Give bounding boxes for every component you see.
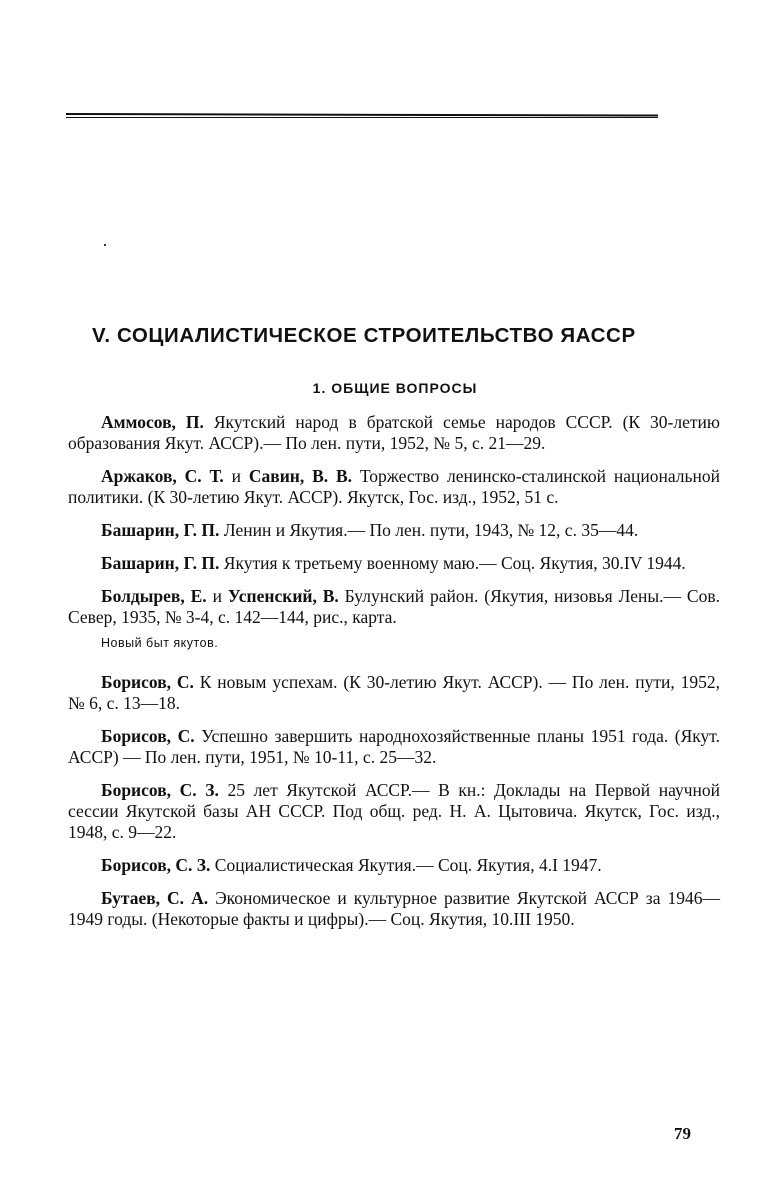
entry-text: Якутский народ в братской семье народов СССР. (К 30-летию образования Якут. АССР).— По лен. пути, 1952, № 5, с. 21—29. <box>68 412 720 453</box>
bibliography-entry <box>68 553 720 574</box>
entry-text: К новым успехам. (К 30-летию Якут. АССР). — По лен. пути, 1952, № 6, с. 13—18. <box>68 672 720 713</box>
entry-text: Якутия к третьему военному маю.— Соц. Якутия, 30.IV 1944. <box>219 553 686 573</box>
entry-author: Аржаков, С. Т. <box>101 466 224 486</box>
entry-author: Болдырев, Е. <box>101 586 207 606</box>
entry-author: Башарин, Г. П. <box>101 520 220 540</box>
entry-coauthor: Савин, В. В. <box>248 466 353 486</box>
entry-connector: и <box>206 586 228 606</box>
page-number: 79 <box>674 1124 691 1143</box>
header-rule-bottom <box>66 117 658 118</box>
entry-text: Социалистическая Якутия.— Соц. Якутия, 4.I 1947. <box>210 855 602 875</box>
entry-text: 25 лет Якутской АССР.— В кн.: Доклады на Первой научной сессии Якутской базы АН СССР. Под общ. ред. Н. А. Цытовича. Якутск, Гос. изд., 1948, с. 9—22. <box>68 780 721 842</box>
bibliography-entry <box>68 780 720 843</box>
entry-note: Новый быт якутов. <box>101 636 219 650</box>
entry-author: Борисов, С. <box>101 672 194 692</box>
entry-text: Успешно завершить народнохозяйственные планы 1951 года. (Якут. АССР) — По лен. пути, 1951, № 10-11, с. 25—32. <box>68 726 720 767</box>
bibliography-entry <box>68 888 720 930</box>
chapter-title: V. СОЦИАЛИСТИЧЕСКОЕ СТРОИТЕЛЬСТВО ЯАССР <box>92 324 636 347</box>
entry-text: Ленин и Якутия.— По лен. пути, 1943, № 12, с. 35—44. <box>219 520 639 540</box>
bibliography-entry <box>68 520 720 541</box>
entry-author: Борисов, С. <box>101 726 195 746</box>
bibliography-list <box>68 412 720 942</box>
entry-author: Борисов, С. З. <box>101 855 211 875</box>
entry-author: Борисов, С. З. <box>101 780 219 800</box>
bibliography-entry <box>68 586 720 628</box>
entry-author: Бутаев, С. А. <box>101 888 209 908</box>
entry-coauthor: Успенский, В. <box>227 586 339 606</box>
scan-speck <box>104 244 106 246</box>
bibliography-entry <box>68 855 720 876</box>
section-title: 1. ОБЩИЕ ВОПРОСЫ <box>312 380 478 396</box>
entry-text: Экономическое и культурное развитие Якутской АССР за 1946—1949 годы. (Некоторые факты и цифры).— Соц. Якутия, 10.III 1950. <box>68 888 720 929</box>
bibliography-entry <box>68 466 720 508</box>
bibliography-entry <box>68 672 720 714</box>
entry-author: Башарин, Г. П. <box>101 553 220 573</box>
entry-text: Булунский район. (Якутия, низовья Лены.— Сов. Север, 1935, № 3-4, с. 142—144, рис., карта. <box>68 586 720 627</box>
entry-text: Торжество ленинско-сталинской национальной политики. (К 30-летию Якут. АССР). Якутск, Гос. изд., 1952, 51 с. <box>68 466 720 507</box>
entry-connector: и <box>223 466 249 486</box>
bibliography-entry <box>68 412 720 454</box>
bibliography-entry <box>68 726 720 768</box>
entry-author: Аммосов, П. <box>101 412 204 432</box>
